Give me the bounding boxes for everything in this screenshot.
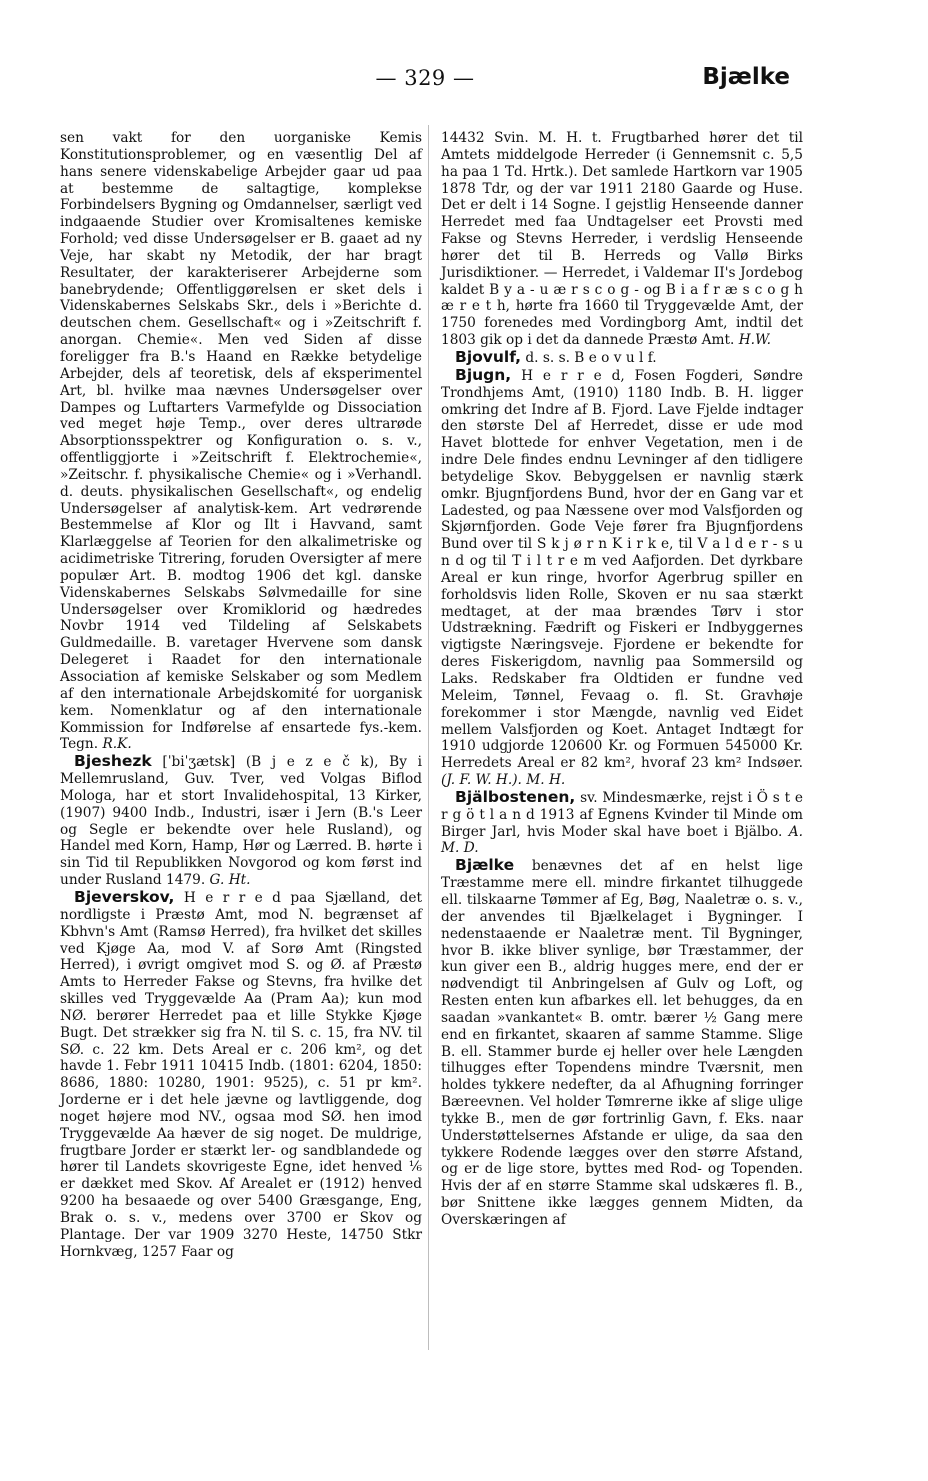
entry-bjalbostenen (441, 789, 803, 857)
entry-bjugn (441, 367, 803, 789)
entry-headword: Bjovulf, (455, 347, 522, 366)
column-divider (428, 125, 429, 1350)
entry-headword: Bjælke (455, 856, 515, 875)
entry-text: [ˈbiˈʒætsk] (B j e z e č k), By i Mellemrusland, Guv. Tver, ved Volgas Biflod Mologa, har et stort Invalidehospital, 13 Kirker, (1907) 9400 Indb., Industri, især i Jern (B.'s Leer og Segle er bekendte over hele Rusland), og Handel med Korn, Hamp, Hør og Lærred. B. hørte i sin Tid til Republikken Novgorod og kom først ind under Rusland 1479. (60, 754, 422, 889)
running-head: Bjælke (702, 64, 790, 90)
author-signature: R.K. (102, 736, 132, 753)
entry-text: sv. Mindesmærke, rejst i Ö s t e r g ö t l a n d 1913 af Egnens Kvinder til Minde om Birger Jarl, hvis Moder skal have boet i Bjälbo. (441, 789, 803, 840)
right-column (441, 130, 803, 1229)
entry-text: sen vakt for den uorganiske Kemis Konstitutionsproblemer, og en væsentlig Del af hans senere videnskabelige Arbejder gaar ud paa at bestemme de saltagtige, komplekse Forbindelsers Bygning og Omdannelser, særligt ved indgaaende Studier over Kromisaltenes kemiske Forhold; ved disse Undersøgelser er B. gaaet ad ny Veje, har skabt ny Metodik, der har bragt Resultater, der karakteriserer Arbejderne som banebrydende; Offentliggørelsen er sket dels i Videnskabernes Selskabs Skr., dels i »Berichte d. deutschen chem. Gesellschaft« og i »Zeitschrift f. anorgan. Chemie«. Men ved Siden af disse foreligger fra B.'s Haand en Række betydelige Arbejder, dels af teoretisk, dels af eksperimentel Art, bl. hvilke maa nævnes Undersøgelser over Dampes og Luftarters Varmefylde og Dissociation ved meget høje Temp., over deres ultrarøde Absorptionsspektrer og Konfiguration o. s. v., offentliggjorte i »Zeitschrift f. Elektrochemie«, »Zeitschr. f. physikalische Chemie« og i »Verhandl. d. deuts. physikalischen Gesellschaft«, og endelig Undersøgelser af analytisk-kem. Art vedrørende Bestemmelse af Klor og Ilt i Havvand, samt Klarlæggelse af Teorien for den alkalimetriske og acidimetriske Titrering, foruden Oversigter af mere populær Art. B. modtog 1906 det kgl. danske Videnskabernes Selskabs Sølvmedaille for sine Undersøgelser over Kromiklorid og hædredes Novbr 1914 ved Tildeling af Selskabets Guldmedaille. B. varetager Hvervene som dansk Delegeret i Raadet for den internationale Association af kemiske Selskaber og som Medlem af den internationale Arbejdskomité for uorganisk kem. Nomenklatur og af den internationale Kommission for Indførelse af ensartede fys.-kem. Tegn. (60, 130, 422, 753)
entry-text: H e r r e d, Fosen Fogderi, Søndre Trondhjems Amt, (1910) 1180 Indb. B. H. ligger omkring det Indre af B. Fjord. Lave Fjelde indtager den største Del af Herredet, disse er ude mod Havet blottede for enhver Vegetation, men i de indre Dele findes endnu Levninger af den tidligere betydelige Skov. Bebyggelsen er navnlig stærk omkr. Bjugnfjordens Bund, hvor der en Gang var et Ladested, og paa Næssene over mod Valsfjorden og Skjørnfjorden. Gode Veje fører fra Bjugnfjordens Bund over til S k j ø r n K i r k e, til V a l d e r - s u n d og til T i l t r e m ved Aafjorden. Det dyrkbare Areal er kun ringe, hvorfor Agerbrug spiller en forholdsvis liden Rolle, Skoven er nu saa stærkt medtaget, at der maa brændes Tørv i stor Udstrækning. Fædrift og Fiskeri er Indbyggernes vigtigste Næringsveje. Fjordene er bekendte for deres Fiskerigdom, navnlig paa Sommersild og Laks. Redskaber fra Oldtiden er fundne ved Meleim, Tønnel, Fevaag o. fl. St. Gravhøje forekommer i stor Mængde, navnlig ved Eidet mellem Valsfjorden og Koet. Antaget Indtægt for 1910 udgjorde 120600 Kr. og Formuen 545000 Kr. Herredets Areal er 82 km², hvoraf 23 km² Indsøer. (441, 367, 803, 772)
author-signature: A. M. D. (441, 823, 803, 857)
left-column (60, 130, 422, 1261)
entry-text: H e r r e d paa Sjælland, det nordligste i Præstø Amt, mod N. begrænset af Kbhvn's Amt (Ramsø Herred), fra hvilket det skilles ved Kjøge Aa, mod V. af Sorø Amt (Ringsted Herred), i øvrigt omgivet mod S. og Ø. af Præstø Amts to Herreder Fakse og Stevns, fra hvilke det skilles ved Tryggevælde Aa (Pram Aa); kun mod NØ. berører Herredet paa et lille Stykke Kjøge Bugt. Det strækker sig fra N. til S. c. 15, fra NV. til SØ. c. 22 km. Dets Areal er c. 206 km², og det havde 1. Febr 1911 10415 Indb. (1801: 6204, 1850: 8686, 1880: 10280, 1901: 9525), c. 51 pr km². Jorderne er i det hele jævne og lavtliggende, dog noget højere mod NV., ogsaa mod SØ. hen imod Tryggevælde Aa hæver de sig noget. De muldrige, frugtbare Jorder er stærkt ler- og sandblandede og hører til Landets skovrigeste Egne, idet henved ⅙ er dækket med Skov. Af Arealet er (1912) henved 9200 ha besaaede og over 5400 Græsgange, Eng, Brak o. s. v., medens over 3700 er Skov og Plantage. Der var 1909 3270 Heste, 14750 Stkr Hornkvæg, 1257 Faar og (60, 889, 422, 1260)
entry-text: 14432 Svin. M. H. t. Frugtbarhed hører det til Amtets middelgode Herreder (i Gennemsnit c. 5,5 ha paa 1 Td. Hrtk.). Det samlede Hartkorn var 1905 1878 Tdr, og der var 1911 2180 Gaarde og Huse. Det er delt i 14 Sogne. I gejstlig Henseende danner Herredet med faa Undtagelser eet Provsti med Fakse og Stevns Herreder, i verdslig Henseende hører det til B. Herreds og Vallø Birks Jurisdiktioner. — Herredet, i Valdemar II's Jordebog kaldet B y a - u æ r s c o g - og B i a f r æ s c o g h æ r e t h, hørte fra 1660 til Tryggevælde Amt, der 1750 forenedes med Vordingborg Amt, indtil det 1803 gik op i det da dannede Præstø Amt. (441, 130, 803, 349)
entry-bjovulf (441, 349, 803, 367)
author-signature: H.W. (738, 332, 772, 349)
entry-bjaelke (441, 857, 803, 1229)
entry-text: benævnes det af en helst lige Træstamme mere ell. mindre firkantet tilhuggede ell. tilskaarne Tømmer af Eg, Bøg, Naaletræ o. s. v., der anvendes til Bjælkelaget i Bygninger. I nedenstaaende er Naaletræ ment. Til Bygninger, hvor B. ikke bliver synlige, bør Træstammer, der kun giver een B., aldrig hugges mere, end der er nødvendigt til Anbringelsen af Gulv og Loft, og Resten enten kun afbarkes ell. let behugges, da en saadan »vankantet« B. omtr. bærer ½ Gang mere end en firkantet, skaaren af samme Stamme. Slige B. ell. Stammer burde ej heller over hele Længden tilhugges efter Topendens mindre Tværsnit, men holdes tykkere nedefter, da al Afhugning forringer Bæreevnen. Vel holder Tømrerne ikke af slige ulige tykke B., men de gør fortrinlig Gavn, f. Eks. naar Understøttelsernes Afstande er ulige, da saa den tykkere Rodende lægges over den større Afstand, og er de lige store, byttes med Rod- og Topenden. Hvis der af en større Stamme skal udskæres fl. B., bør Snittene ikke lægges gennem Midten, da Overskæringen af (441, 858, 803, 1228)
entry-headword: Bjeshezk (74, 752, 152, 771)
continued-entry (60, 130, 422, 753)
page-number: — 329 — (375, 66, 475, 90)
entry-bjeshezk (60, 753, 422, 889)
entry-headword: Bjälbostenen, (455, 787, 576, 806)
entry-headword: Bjugn, (455, 365, 512, 384)
entry-headword: Bjeverskov, (74, 887, 175, 906)
author-signature: G. Ht. (209, 872, 251, 889)
entry-bjeverskov (60, 889, 422, 1261)
page-header (60, 66, 790, 102)
entry-text: d. s. s. B e o v u l f. (525, 349, 657, 366)
author-signature: (J. F. W. H.). M. H. (441, 772, 566, 789)
continued-entry (441, 130, 803, 349)
